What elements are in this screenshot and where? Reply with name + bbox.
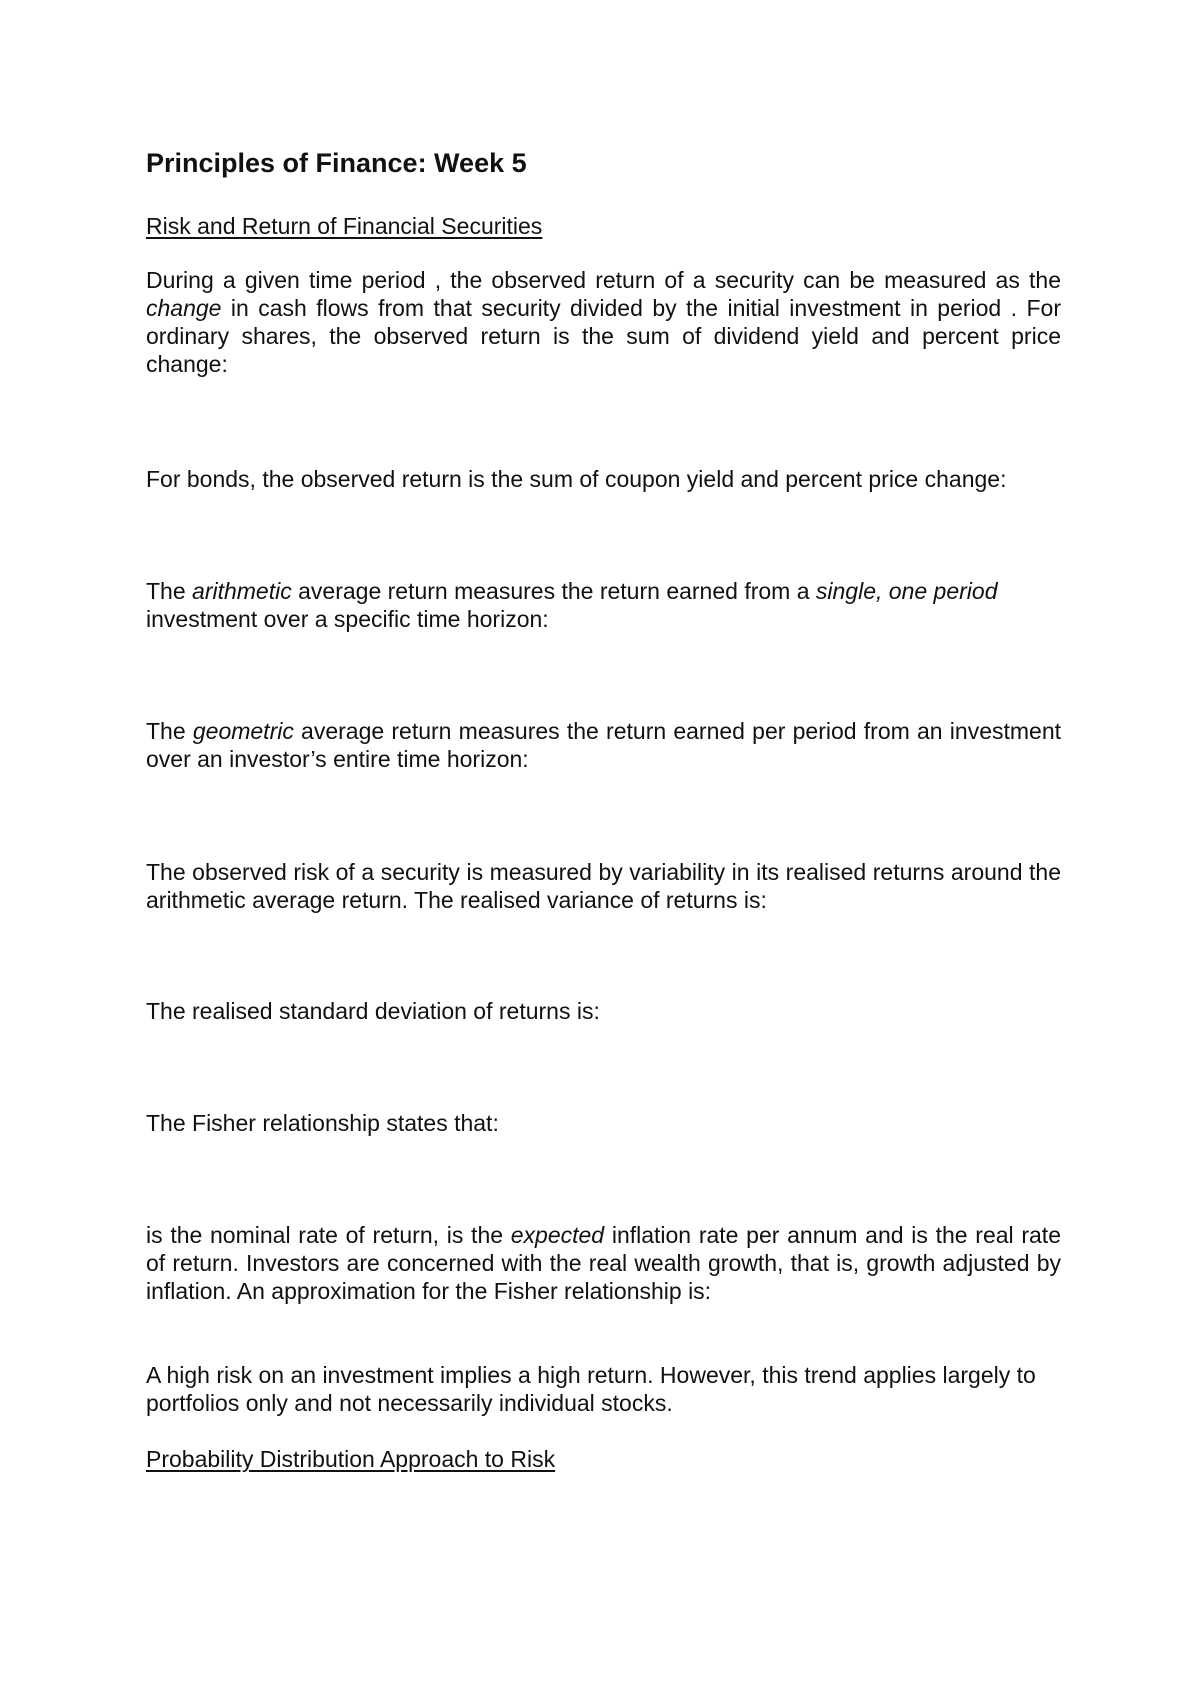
paragraph-bonds-return: For bonds, the observed return is the sum of coupon yield and percent price change: (146, 466, 1007, 492)
paragraph-observed-return (146, 266, 1061, 378)
paragraph-nominal-real-rate (146, 1221, 1061, 1305)
paragraph-text: is the nominal rate of return, is the (146, 1222, 511, 1248)
section-heading-probability-distribution: Probability Distribution Approach to Risk (146, 1446, 556, 1472)
emphasis-text: expected (510, 1222, 605, 1248)
paragraph-geometric-average (146, 717, 1061, 773)
paragraph-arithmetic-average (146, 577, 1061, 633)
paragraph-fisher-relationship: The Fisher relationship states that: (146, 1110, 499, 1136)
paragraph-text: investment over a specific time horizon: (146, 606, 549, 632)
paragraph-observed-risk: The observed risk of a security is measured by variability in its realised returns around the arithmetic average return. The realised variance of returns is: (146, 859, 1061, 913)
paragraph-standard-deviation: The realised standard deviation of returns is: (146, 998, 600, 1024)
paragraph-text: average return measures the return earned from a (291, 578, 816, 604)
paragraph-text: inflation rate per annum and is the real rate of return. Investors are concerned with the real wealth growth, that is, growth adjusted by inflation. An approximation for the Fisher relationship is: (146, 1222, 1061, 1304)
section-heading-risk-return: Risk and Return of Financial Securities (146, 213, 543, 239)
emphasis-text: arithmetic (192, 578, 292, 604)
paragraph-text: in cash flows from that security divided by the initial investment in period . For ordinary shares, the observed return is the sum of dividend yield and percent price change: (146, 295, 1061, 377)
paragraph-text: The (146, 578, 193, 604)
paragraph-text: During a given time period , the observed return of a security can be measured as the (146, 267, 1061, 293)
paragraph-text: average return measures the return earned per period from an investment over an investor’s entire time horizon: (146, 718, 1062, 772)
paragraph-high-risk: A high risk on an investment implies a high return. However, this trend applies largely to portfolios only and not necessarily individual stocks. (146, 1362, 1036, 1416)
emphasis-text: single, one period (815, 578, 998, 604)
emphasis-text: change (146, 295, 222, 321)
document-title: Principles of Finance: Week 5 (146, 148, 527, 178)
paragraph-text: The (146, 718, 193, 744)
emphasis-text: geometric (192, 718, 294, 744)
